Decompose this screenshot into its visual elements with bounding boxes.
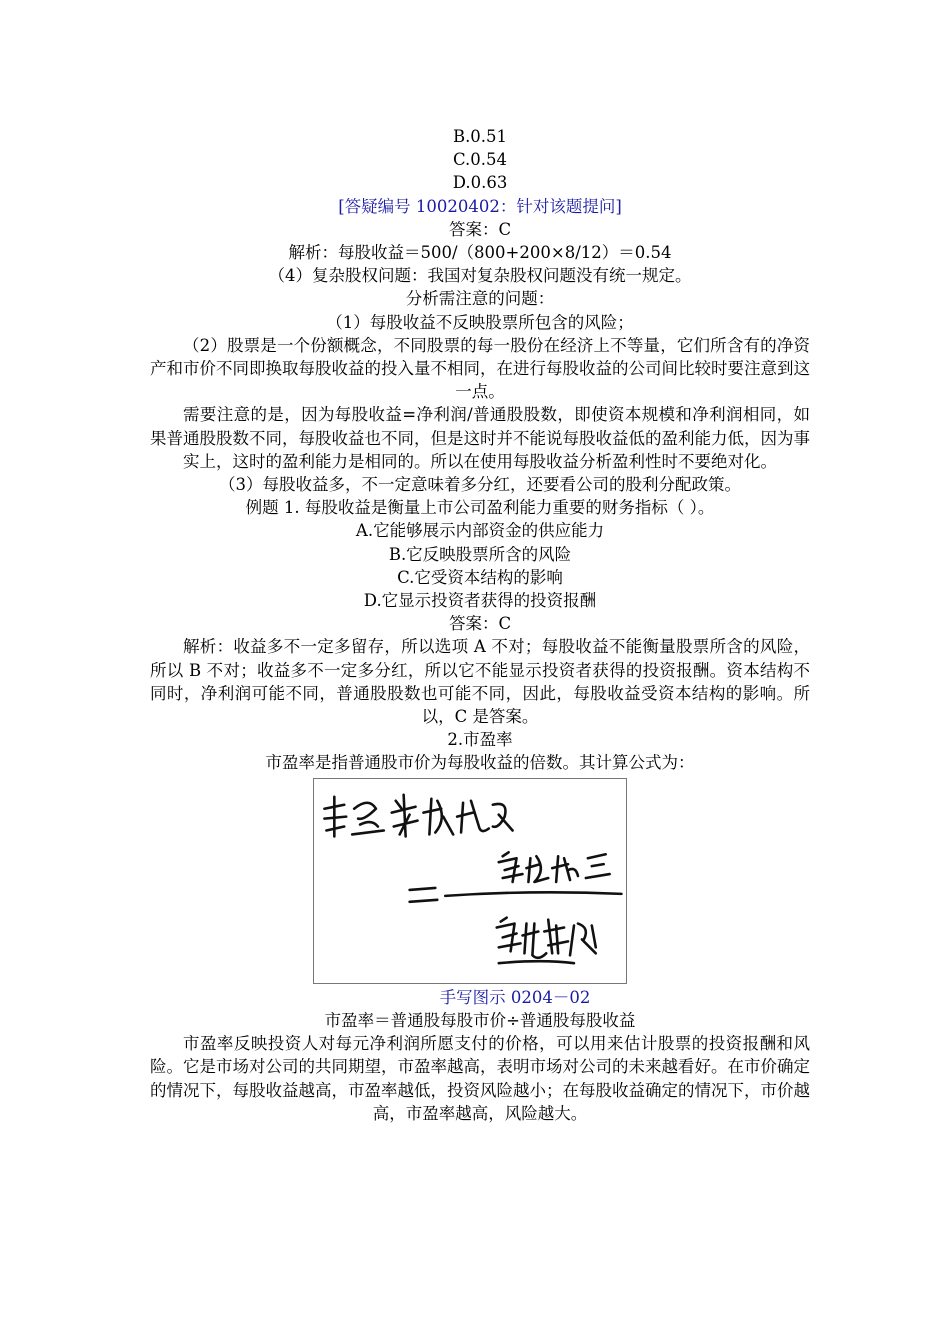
answer-2: 答案：C: [448, 614, 512, 634]
document-page: [150, 125, 810, 1125]
complex-equity: （4）复杂股权问题：我国对复杂股权问题没有统一规定。: [268, 266, 692, 286]
pe-explanation: 市盈率反映投资人对每元净利润所愿支付的价格，可以用来估计股票的投资报酬和风险。它是市场对公司的共同期望，市盈率越高，表明市场对公司的未来越看好。在市价确定的情况下，每股收益越高，市盈率越低，投资风险越小；在每股收益确定的情况下，市价越高，市盈率越高，风险越大。: [150, 1034, 810, 1123]
example-option-c: C.它受资本结构的影响: [397, 567, 563, 587]
notice-title: 分析需注意的问题：: [405, 289, 555, 309]
analysis-1: 解析：每股收益＝500/（800+200×8/12）＝0.54: [288, 243, 672, 263]
notice-2b: 需要注意的是，因为每股收益=净利润/普通股股数，即使资本规模和净利润相同，如果普通股股数不同，每股收益也不同，但是这时并不能说每股收益低的盈利能力低，因为事实上，这时的盈利能力是相同的。所以在使用每股收益分析盈利性时不要绝对化。: [150, 405, 810, 471]
notice-2: （2）股票是一个份额概念，不同股票的每一股份在经济上不等量，它们所含有的净资产和市价不同即换取每股收益的投入量不相同，在进行每股收益的公司间比较时要注意到这一点。: [150, 335, 810, 402]
example-option-a: A.它能够展示内部资金的供应能力: [355, 521, 605, 541]
handwritten-caption: 手写图示 0204－02: [439, 987, 591, 1007]
pe-formula: 市盈率＝普通股每股市价÷普通股每股收益: [324, 1010, 636, 1030]
example-question: 例题 1. 每股收益是衡量上市公司盈利能力重要的财务指标（ ）。: [245, 498, 715, 518]
example-option-d: D.它显示投资者获得的投资报酬: [363, 591, 597, 611]
handwritten-formula-drawing: [314, 779, 626, 983]
option-b: B.0.51: [452, 127, 508, 146]
pe-title: 2.市盈率: [447, 730, 513, 750]
answer-1: 答案：C: [448, 219, 512, 239]
option-d: D.0.63: [452, 173, 508, 193]
notice-3: （3）每股收益多，不一定意味着多分红，还要看公司的股利分配政策。: [219, 475, 741, 495]
handwritten-formula-image: [313, 778, 627, 984]
option-c: C.0.54: [452, 150, 508, 170]
example-option-b: B.它反映股票所含的风险: [388, 544, 572, 564]
qa-link[interactable]: [答疑编号 10020402：针对该题提问]: [338, 196, 622, 216]
notice-1: （1）每股收益不反映股票所包含的风险；: [326, 312, 634, 332]
pe-definition: 市盈率是指普通股市价为每股收益的倍数。其计算公式为：: [265, 753, 695, 773]
analysis-2: 解析：收益多不一定多留存，所以选项 A 不对；每股收益不能衡量股票所含的风险，所以 B 不对；收益多不一定多分红，所以它不能显示投资者获得的投资报酬。资本结构不同时，净利润可能不同，普通股股数也可能不同，因此，每股收益受资本结构的影响。所以，C 是答案。: [150, 637, 810, 727]
